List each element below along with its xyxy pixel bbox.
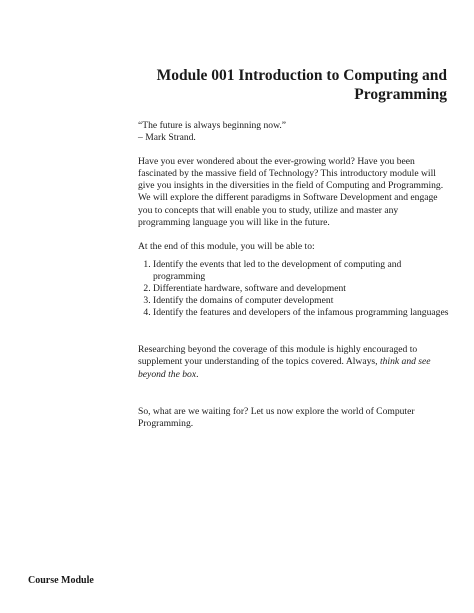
objective-item: 1. Identify the events that led to the development of computing and programming bbox=[153, 259, 450, 283]
page-footer: Course Module bbox=[28, 575, 94, 586]
research-emphasis: think and see beyond the box bbox=[138, 356, 431, 380]
research-end: . bbox=[196, 368, 199, 380]
epigraph-author: – Mark Strand. bbox=[138, 132, 196, 144]
module-title bbox=[147, 66, 447, 104]
objectives-lead: At the end of this module, you will be able to: bbox=[138, 240, 315, 252]
objective-item: 2. Differentiate hardware, software and development bbox=[153, 283, 450, 295]
research-text: Researching beyond the coverage of this module is highly encouraged to supplement your understanding of the topics covered. Always, bbox=[138, 344, 418, 368]
intro-paragraph: Have you ever wondered about the ever-growing world? Have you been fascinated by the massive field of Technology? This introductory module will give you insights in the diversities in the field of Computing and Programming. We will explore the different paradigms in Software Development and engage you to concepts that will enable you to study, utilize and master any programming language you will like in the future. bbox=[138, 156, 444, 228]
research-paragraph bbox=[138, 344, 450, 380]
epigraph-quote: “The future is always beginning now.” bbox=[138, 120, 287, 131]
objective-item: 3. Identify the domains of computer development bbox=[153, 295, 450, 307]
objectives-list bbox=[138, 259, 450, 319]
module-title-line-1: Module 001 Introduction to Computing and bbox=[156, 67, 447, 84]
objective-item: 4. Identify the features and developers of the infamous programming languages bbox=[153, 307, 450, 319]
module-title-line-2: Programming bbox=[354, 86, 447, 103]
closing-paragraph: So, what are we waiting for? Let us now explore the world of Computer Programming. bbox=[138, 405, 415, 429]
module-body bbox=[138, 120, 450, 430]
